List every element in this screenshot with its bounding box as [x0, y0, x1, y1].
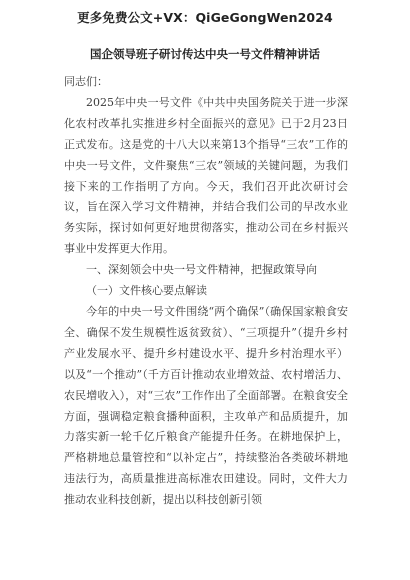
intro-paragraph: 2025年中央一号文件《中共中央国务院关于进一步深化农村改革扎实推进乡村全面振兴的意见》已于2月23日正式发布。这是党的十八大以来第13个指导“三农”工作的中央一号文件，文件聚焦“三农”领域的关键问题，为我们接下来的工作指明了方向。今天，我们召开此次研讨会议，旨在深入学习文件精神，并结合我们公司的早改水业务实际，探讨如何更好地贯彻落实，推动公司在乡村振兴事业中发挥更大作用。	[64, 95, 348, 256]
document-title: 国企领导班子研讨传达中央一号文件精神讲话	[90, 47, 320, 61]
section-heading: 一、深刻领会中央一号文件精神，把握政策导向	[86, 263, 317, 277]
document-body	[64, 72, 348, 511]
section-paragraph: 今年的中央一号文件围绕“两个确保”（确保国家粮食安全、确保不发生规模性返贫致贫）、“三项提升”（提升乡村产业发展水平、提升乡村建设水平、提升乡村治理水平）以及“一个推动”（千方百计推动农业增效益、农村增活力、农民增收入），对“三农”工作作出了全面部署。在粮食安全方面，强调稳定粮食播种面积，主攻单产和品质提升，加力落实新一轮千亿斤粮食产能提升任务。在耕地保护上，严格耕地总量管控和“以补定占”，持续整治各类破坏耕地违法行为，高质量推进高标准农田建设。同时，文件大力推动农业科技创新，提出以科技创新引领	[64, 304, 348, 507]
greeting-line: 同志们：	[64, 75, 108, 88]
subsection-heading: （一）文件核心要点解读	[86, 284, 207, 298]
promo-header: 更多免费公文+VX：QiGeGongWen2024	[77, 10, 333, 25]
